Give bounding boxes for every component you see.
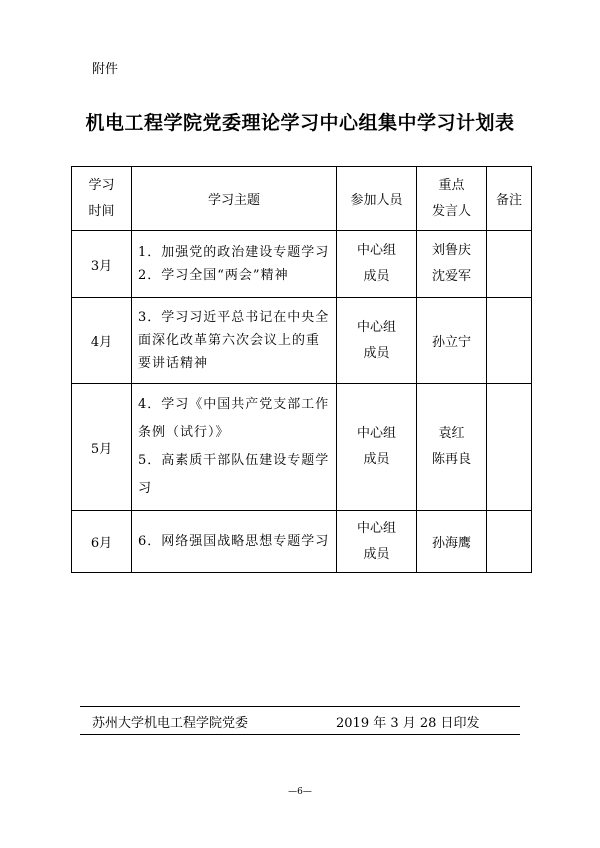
row-speakers: 孙海鹰 (417, 511, 487, 573)
row-participants: 中心组 成员 (337, 511, 417, 573)
row-notes (487, 384, 532, 511)
row-topics: 6．网络强国战略思想专题学习 (132, 511, 337, 573)
header-topic: 学习主题 (132, 167, 337, 231)
table-row (72, 298, 532, 384)
row-participants: 中心组 成员 (337, 298, 417, 384)
table-header-row (72, 167, 532, 231)
header-participants: 参加人员 (337, 167, 417, 231)
page-title: 机电工程学院党委理论学习中心组集中学习计划表 (85, 112, 515, 134)
footer-rule-bottom (80, 734, 520, 735)
header-speakers: 重点 发言人 (417, 167, 487, 231)
row-speakers: 刘鲁庆 沈爱军 (417, 231, 487, 298)
row-topics: 4．学习《中国共产党支部工作 条例（试行）》 5．高素质干部队伍建设专题学 习 (132, 384, 337, 511)
page-number: —6— (288, 787, 312, 797)
table-row (72, 384, 532, 511)
header-time: 学习 时间 (72, 167, 132, 231)
row-notes (487, 231, 532, 298)
attachment-label: 附件 (92, 62, 119, 77)
row-month: 4月 (72, 298, 132, 384)
table-row (72, 511, 532, 573)
row-speakers: 孙立宁 (417, 298, 487, 384)
row-participants: 中心组 成员 (337, 231, 417, 298)
row-topics: 1．加强党的政治建设专题学习 2．学习全国“两会”精神 (132, 231, 337, 298)
row-notes (487, 511, 532, 573)
footer-rule-top (80, 706, 520, 707)
row-participants: 中心组 成员 (337, 384, 417, 511)
study-plan-table (71, 166, 532, 573)
row-speakers: 袁红 陈再良 (417, 384, 487, 511)
footer-date: 2019 年 3 月 28 日印发 (336, 716, 480, 731)
table-row (72, 231, 532, 298)
row-notes (487, 298, 532, 384)
row-month: 6月 (72, 511, 132, 573)
row-month: 5月 (72, 384, 132, 511)
row-topics: 3．学习习近平总书记在中央全 面深化改革第六次会议上的重 要讲话精神 (132, 298, 337, 384)
row-month: 3月 (72, 231, 132, 298)
header-notes: 备注 (487, 167, 532, 231)
footer-issuer: 苏州大学机电工程学院党委 (92, 716, 249, 731)
